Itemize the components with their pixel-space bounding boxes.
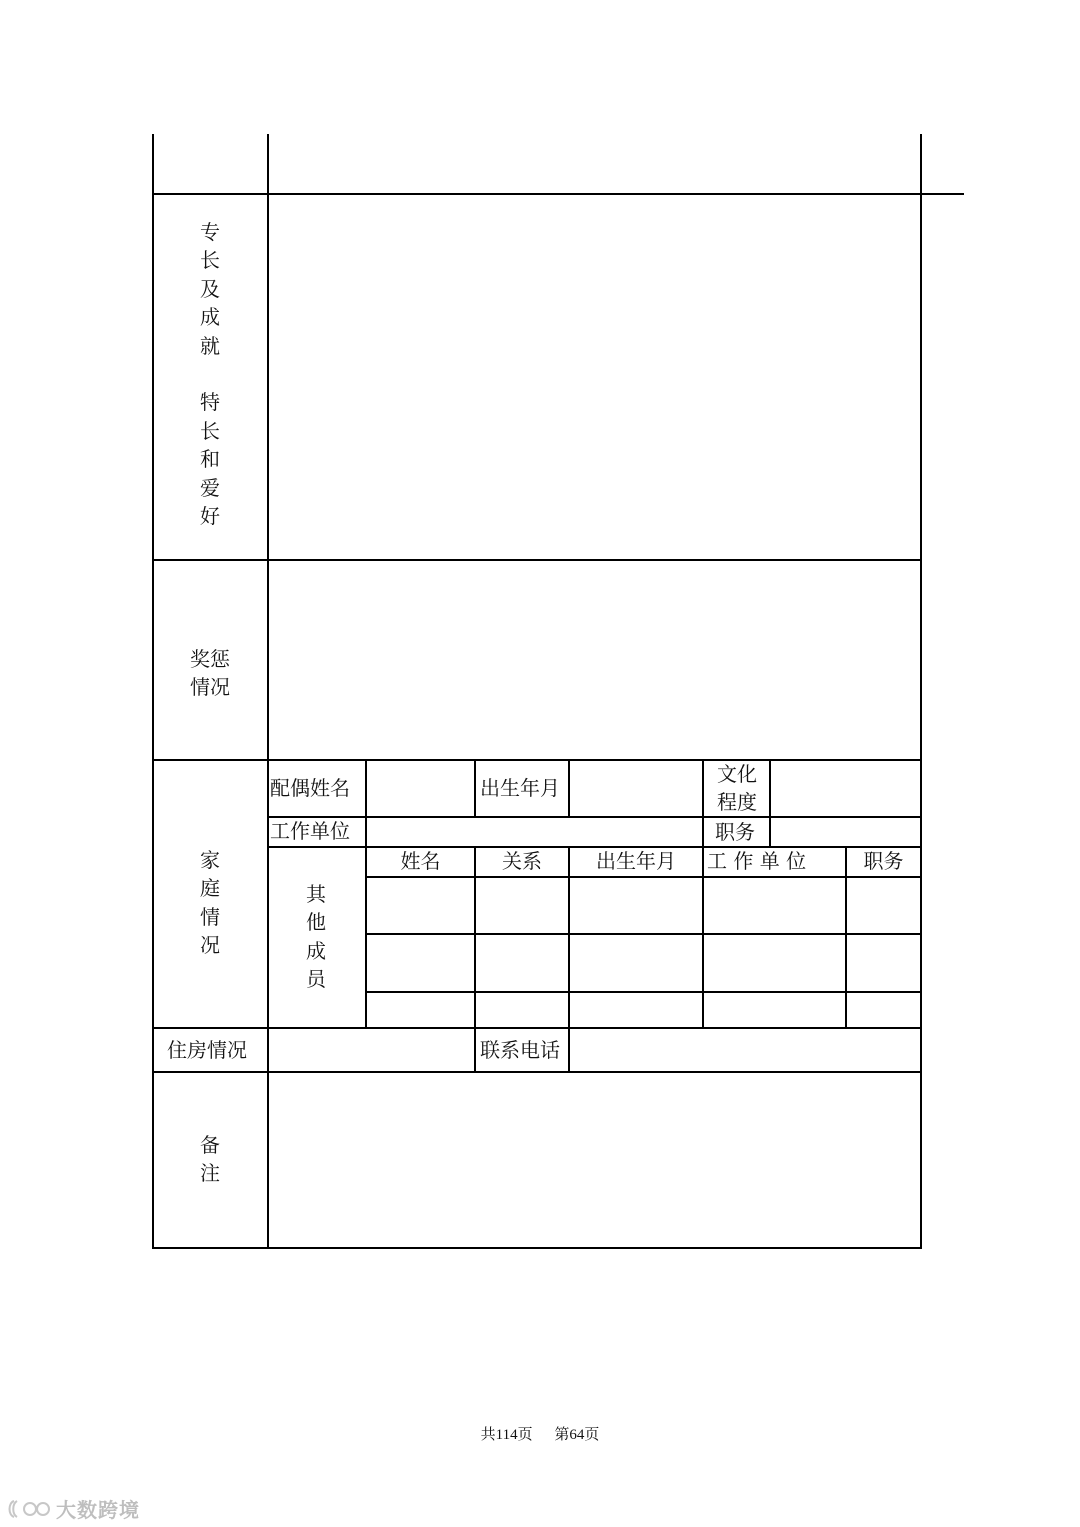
watermark bbox=[8, 1494, 140, 1523]
total-pages: 共114页 bbox=[480, 1427, 533, 1443]
members-header-birth: 出生年月 bbox=[596, 849, 676, 873]
members-header-divider bbox=[365, 876, 922, 878]
table-left-border bbox=[152, 134, 154, 1249]
members-header-position: 职务 bbox=[863, 849, 904, 873]
other-members-label: 其 他 成 员 bbox=[306, 882, 326, 992]
family-label: 家 庭 情 况 bbox=[200, 848, 220, 958]
row-divider-skills bbox=[152, 559, 922, 561]
family-col-divider-568 bbox=[568, 760, 570, 817]
members-header-relation: 关系 bbox=[502, 849, 542, 873]
members-col-divider-702 bbox=[702, 847, 704, 1028]
row-divider-top bbox=[152, 193, 964, 195]
members-row-divider-1 bbox=[365, 933, 922, 935]
watermark-text: 大数跨境 bbox=[56, 1498, 140, 1522]
current-page: 第64页 bbox=[554, 1427, 600, 1443]
members-header-work-unit: 工 作 单 位 bbox=[707, 849, 807, 873]
spouse-name-label: 配偶姓名 bbox=[270, 776, 350, 800]
housing-col-divider-474 bbox=[474, 1028, 476, 1072]
family-col-divider-474 bbox=[474, 760, 476, 817]
table-label-column-divider bbox=[267, 134, 269, 1249]
table-right-border bbox=[920, 134, 922, 1249]
family-col-divider-702 bbox=[702, 760, 704, 847]
rewards-label: 奖惩 情况 bbox=[190, 647, 230, 699]
remarks-label: 备 注 bbox=[200, 1133, 220, 1186]
members-row-divider-2 bbox=[365, 991, 922, 993]
skills-label: 专 长 及 成 就 特 长 和 爱 好 bbox=[200, 220, 220, 529]
birth-date-label: 出生年月 bbox=[480, 776, 560, 800]
row-divider-rewards bbox=[152, 759, 922, 761]
family-col-divider-365 bbox=[365, 760, 367, 1028]
row-divider-housing bbox=[152, 1071, 922, 1073]
work-unit-label: 工作单位 bbox=[270, 819, 350, 843]
watermark-logo-icon bbox=[8, 1498, 52, 1520]
page-footer bbox=[0, 1423, 1080, 1444]
phone-label: 联系电话 bbox=[480, 1038, 560, 1062]
family-col-divider-769 bbox=[769, 760, 771, 847]
housing-col-divider-568 bbox=[568, 1028, 570, 1072]
table-bottom-border bbox=[152, 1247, 922, 1249]
education-label: 文化 程度 bbox=[717, 762, 757, 814]
row-divider-family bbox=[152, 1027, 922, 1029]
position-label: 职务 bbox=[715, 820, 755, 844]
members-header-name: 姓名 bbox=[400, 849, 441, 873]
housing-label: 住房情况 bbox=[167, 1038, 247, 1062]
